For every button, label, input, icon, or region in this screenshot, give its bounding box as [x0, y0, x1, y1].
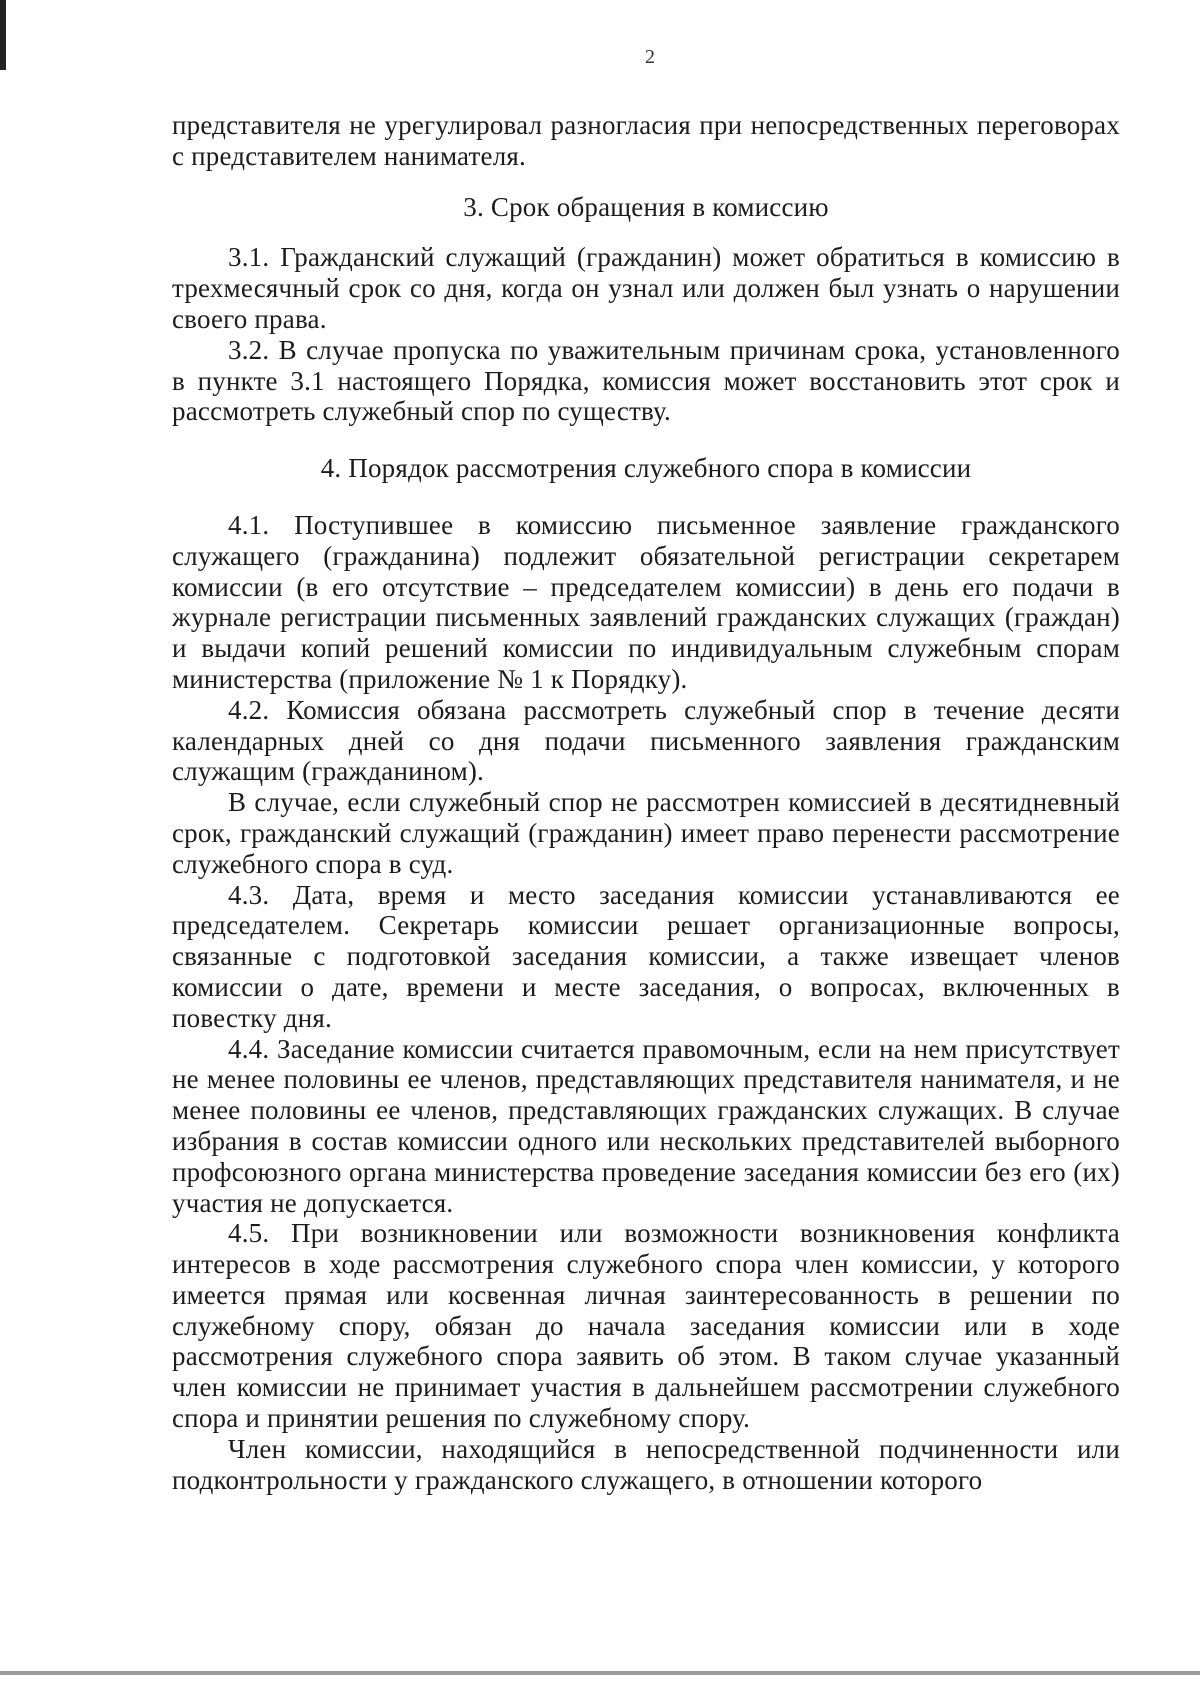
section-3-heading: 3. Срок обращения в комиссию [463, 191, 829, 222]
section-4-heading: 4. Порядок рассмотрения служебного спора в комиссии [320, 453, 972, 484]
intro-paragraph: представителя не урегулировал разногласия при непосредственных переговорах с представителем нанимателя. [172, 110, 1120, 171]
paragraph-4-5: 4.5. При возникновении или возможности возникновения конфликта интересов в ходе рассмотрения служебного спора член комиссии, у которого имеется прямая или косвенная личная заинтересованность в решении по служебному спору, обязан до начала заседания комиссии или в ходе рассмотрения служебного спора заявить об этом. В таком случае указанный член комиссии не принимает участия в дальнейшем рассмотрении служебного спора и принятии решения по служебному спору. [172, 1218, 1120, 1434]
paragraph-4-5-continuation: Член комиссии, находящийся в непосредственной подчиненности или подконтрольности у гражданского служащего, в отношении которого [172, 1433, 1120, 1495]
paragraph-4-2-continuation: В случае, если служебный спор не рассмотрен комиссией в десятидневный срок, гражданский служащий (гражданин) имеет право перенести рассмотрение служебного спора в суд. [172, 787, 1120, 879]
scan-edge-bottom [0, 1671, 1200, 1675]
paragraph-4-2: 4.2. Комиссия обязана рассмотреть служебный спор в течение десяти календарных дней со дня подачи письменного заявления гражданским служащим (гражданином). [172, 694, 1120, 787]
document-body [172, 110, 1120, 1495]
page-number: 2 [645, 46, 655, 68]
paragraph-4-3: 4.3. Дата, время и место заседания комиссии устанавливаются ее председателем. Секретарь комиссии решает организационные вопросы, связанные с подготовкой заседания комиссии, а также извещает членов комиссии о дате, времени и месте заседания, о вопросах, включенных в повестку дня. [172, 879, 1120, 1033]
paragraph-3-2: 3.2. В случае пропуска по уважительным причинам срока, установленного в пункте 3.1 настоящего Порядка, комиссия может восстановить этот срок и рассмотреть служебный спор по существу. [172, 334, 1120, 427]
paragraph-4-4: 4.4. Заседание комиссии считается правомочным, если на нем присутствует не менее половины ее членов, представляющих представителя нанимателя, и не менее половины ее членов, представляющих гражданских служащих. В случае избрания в состав комиссии одного или нескольких представителей выборного профсоюзного органа министерства проведение заседания комиссии без его (их) участия не допускается. [172, 1033, 1120, 1218]
paragraph-4-1: 4.1. Поступившее в комиссию письменное заявление гражданского служащего (гражданина) подлежит обязательной регистрации секретарем комиссии (в его отсутствие – председателем комиссии) в день его подачи в журнале регистрации письменных заявлений гражданских служащих (граждан) и выдачи копий решений комиссии по индивидуальным служебным спорам министерства (приложение № 1 к Порядку). [172, 509, 1120, 694]
paragraph-3-1: 3.1. Гражданский служащий (гражданин) может обратиться в комиссию в трехмесячный срок со дня, когда он узнал или должен был узнать о нарушении своего права. [172, 242, 1120, 334]
